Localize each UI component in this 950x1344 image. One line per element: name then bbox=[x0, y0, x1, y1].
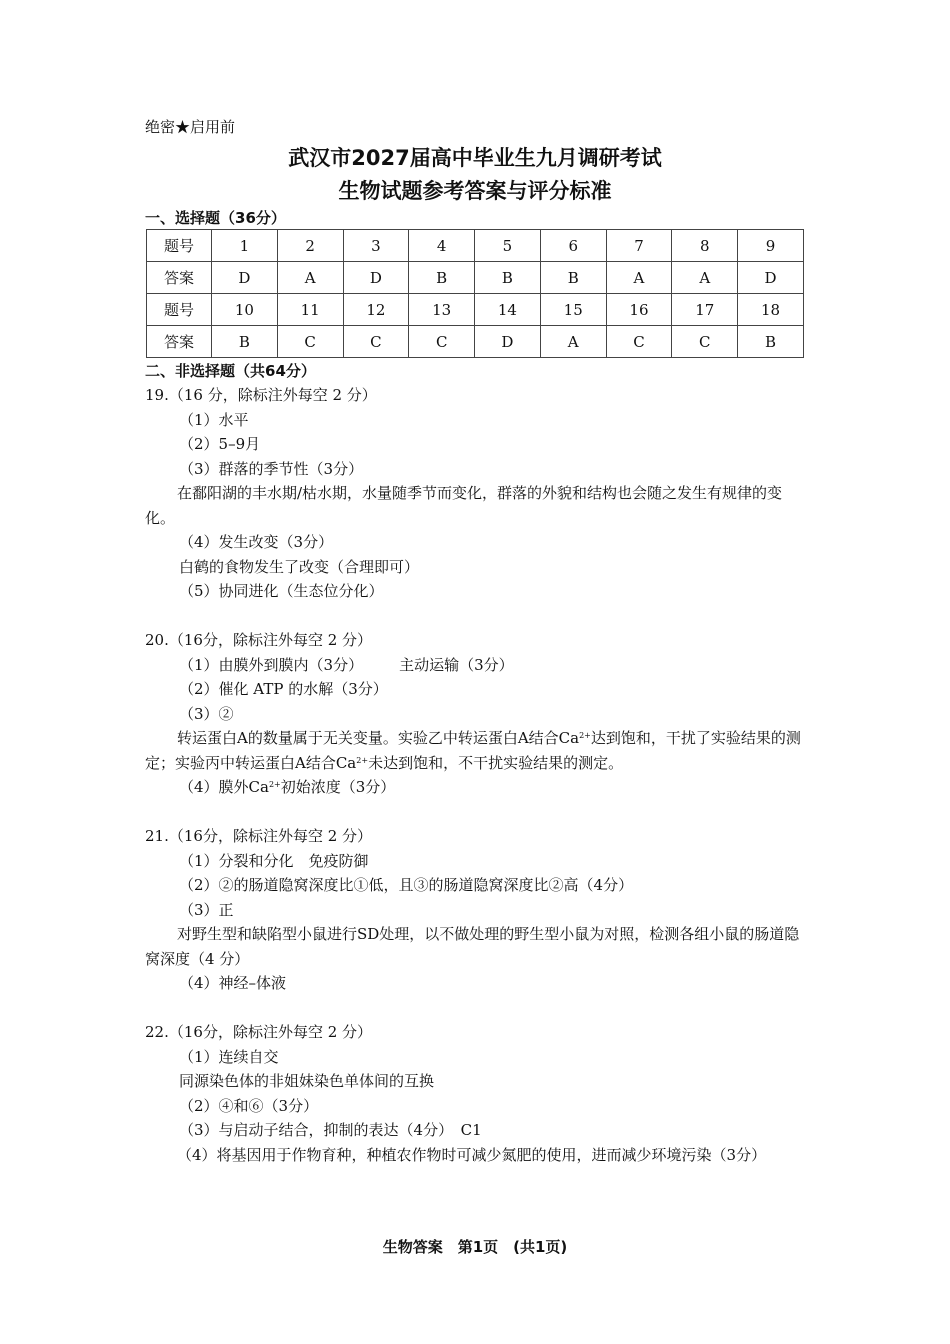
q19-answer-4-explanation: 白鹤的食物发生了改变（合理即可） bbox=[179, 557, 420, 576]
answer-cell: A bbox=[672, 262, 738, 294]
q21-answer-4: （4）神经–体液 bbox=[179, 974, 287, 992]
question-number: 13 bbox=[409, 294, 475, 326]
answer-cell: A bbox=[277, 262, 343, 294]
question-number: 16 bbox=[606, 294, 672, 326]
text-run: 转运蛋白A的数量属于无关变量。实验乙中转运蛋白A结合Ca bbox=[177, 729, 580, 747]
non-choice-answers bbox=[145, 383, 805, 1167]
q20-answer-1-direction: （1）由膜外到膜内（3分） bbox=[179, 655, 364, 674]
table-row bbox=[147, 262, 804, 294]
q19-answer-5: （5）协同进化（生态位分化） bbox=[179, 582, 384, 600]
q21-answer-2: （2）②的肠道隐窝深度比①低，且③的肠道隐窝深度比②高（4分） bbox=[179, 876, 634, 894]
question-number: 6 bbox=[540, 230, 606, 262]
q20-heading: 20.（16分，除标注外每空 2 分） bbox=[145, 631, 373, 649]
q20-answer-1 bbox=[145, 653, 805, 678]
text-run: 初始浓度（3分） bbox=[280, 778, 396, 796]
answer-cell: B bbox=[212, 326, 278, 358]
page-footer: 生物答案 第1页 (共1页) bbox=[382, 1238, 568, 1256]
row-label: 答案 bbox=[147, 326, 212, 358]
exam-title: 武汉市2027届高中毕业生九月调研考试 bbox=[288, 146, 662, 170]
q20-answer-3: （3）② bbox=[179, 704, 234, 723]
row-label: 题号 bbox=[147, 230, 212, 262]
q21-answer-3-explanation: 对野生型和缺陷型小鼠进行SD处理，以不做处理的野生型小鼠为对照，检测各组小鼠的肠道隐窝深度（4 分） bbox=[145, 925, 800, 968]
q21-answer-1: （1）分裂和分化 免疫防御 bbox=[179, 851, 369, 870]
q22-heading: 22.（16分，除标注外每空 2 分） bbox=[145, 1023, 373, 1041]
q20-answer-2: （2）催化 ATP 的水解（3分） bbox=[179, 680, 388, 698]
q19-heading: 19.（16 分，除标注外每空 2 分） bbox=[145, 386, 377, 404]
q20-answer-1-transport: 主动运输（3分） bbox=[399, 655, 514, 674]
answer-cell: A bbox=[606, 262, 672, 294]
question-number: 4 bbox=[409, 230, 475, 262]
question-number: 14 bbox=[475, 294, 541, 326]
answer-cell: C bbox=[343, 326, 409, 358]
answer-cell: C bbox=[672, 326, 738, 358]
q20-answer-4 bbox=[145, 775, 805, 800]
section-2-title: 二、非选择题（共64分） bbox=[145, 362, 316, 380]
q22-answer-1-explanation: 同源染色体的非姐妹染色单体间的互换 bbox=[179, 1072, 435, 1090]
q21-heading: 21.（16分，除标注外每空 2 分） bbox=[145, 827, 373, 845]
q20-answer-3-explanation bbox=[145, 726, 805, 775]
row-label: 答案 bbox=[147, 262, 212, 294]
question-number: 2 bbox=[277, 230, 343, 262]
confidential-label: 绝密★启用前 bbox=[145, 118, 236, 136]
question-number: 17 bbox=[672, 294, 738, 326]
q21-answer-3: （3）正 bbox=[179, 900, 234, 919]
section-1-title: 一、选择题（36分） bbox=[145, 209, 286, 227]
answer-cell: C bbox=[277, 326, 343, 358]
superscript: 2+ bbox=[268, 780, 281, 789]
q22-answer-3: （3）与启动子结合，抑制的表达（4分） C1 bbox=[179, 1121, 482, 1139]
superscript: 2+ bbox=[356, 755, 369, 765]
question-number: 10 bbox=[212, 294, 278, 326]
question-number: 1 bbox=[212, 230, 278, 262]
table-row bbox=[147, 326, 804, 358]
question-number: 9 bbox=[738, 230, 804, 262]
row-label: 题号 bbox=[147, 294, 212, 326]
q19-answer-4: （4）发生改变（3分） bbox=[179, 533, 334, 551]
question-number: 7 bbox=[606, 230, 672, 262]
answer-cell: B bbox=[738, 326, 804, 358]
q19-answer-3-explanation: 在鄱阳湖的丰水期/枯水期，水量随季节而变化，群落的外貌和结构也会随之发生有规律的变化。 bbox=[145, 484, 783, 527]
question-number: 18 bbox=[738, 294, 804, 326]
answer-cell: B bbox=[475, 262, 541, 294]
superscript: 2+ bbox=[579, 731, 591, 740]
answer-cell: D bbox=[738, 262, 804, 294]
q19-answer-1: （1）水平 bbox=[179, 410, 249, 429]
question-number: 15 bbox=[540, 294, 606, 326]
answer-cell: B bbox=[540, 262, 606, 294]
answer-cell: D bbox=[212, 262, 278, 294]
question-number: 11 bbox=[277, 294, 343, 326]
q22-answer-4: （4）将基因用于作物育种，种植农作物时可减少氮肥的使用，进而减少环境污染（3分） bbox=[177, 1145, 767, 1164]
text-run: 未达到饱和，不干扰实验结果的测定。 bbox=[368, 753, 624, 772]
q22-answer-1: （1）连续自交 bbox=[179, 1047, 279, 1066]
question-number: 8 bbox=[672, 230, 738, 262]
question-number: 3 bbox=[343, 230, 409, 262]
text-run: 达到饱和，干扰了实验结果的测定；实验丙中转运蛋白A结合Ca bbox=[145, 729, 801, 772]
answer-cell: A bbox=[540, 326, 606, 358]
answer-cell: C bbox=[606, 326, 672, 358]
choice-answer-table bbox=[146, 229, 804, 358]
answer-cell: D bbox=[475, 326, 541, 358]
q19-answer-2: （2）5–9月 bbox=[179, 435, 261, 453]
table-row bbox=[147, 294, 804, 326]
answer-cell: D bbox=[343, 262, 409, 294]
question-number: 5 bbox=[475, 230, 541, 262]
q22-answer-2: （2）④和⑥（3分） bbox=[179, 1096, 319, 1115]
answer-cell: C bbox=[409, 326, 475, 358]
text-run: （4）膜外Ca bbox=[179, 778, 269, 796]
exam-subtitle: 生物试题参考答案与评分标准 bbox=[338, 179, 612, 203]
question-number: 12 bbox=[343, 294, 409, 326]
q19-answer-3: （3）群落的季节性（3分） bbox=[179, 459, 364, 478]
answer-cell: B bbox=[409, 262, 475, 294]
table-row bbox=[147, 230, 804, 262]
